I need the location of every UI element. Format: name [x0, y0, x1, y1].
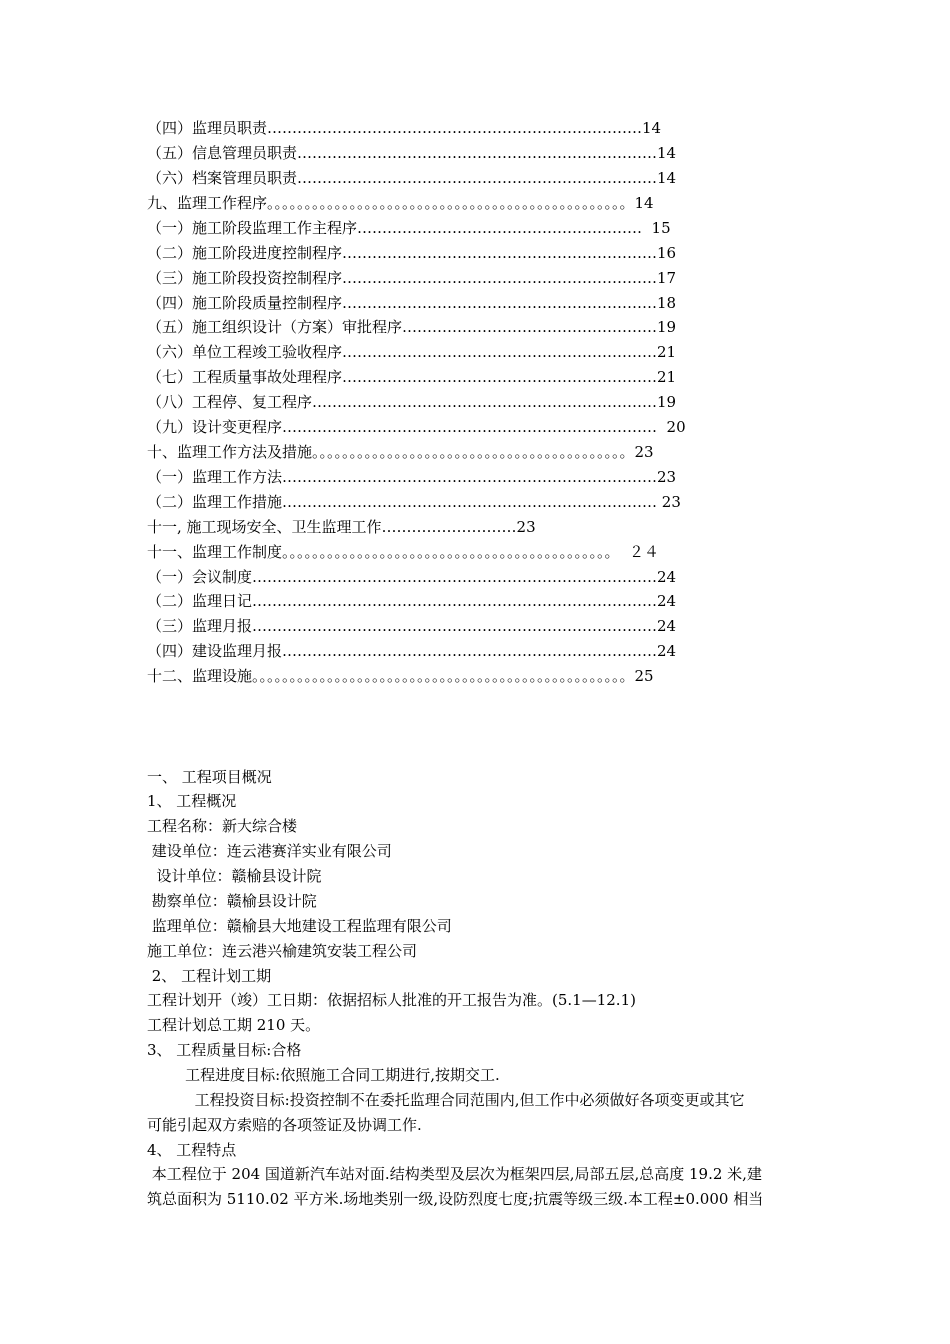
- subsection-heading: 3、 工程质量目标:合格: [147, 1041, 302, 1059]
- toc-entry[interactable]: 十、监理工作方法及措施。。。。。。。。。。。。。。。。。。。。。。。。。。。。。。。。。。。。。。。。。。23: [147, 443, 654, 461]
- body-line: 勘察单位：赣榆县设计院: [147, 892, 317, 910]
- body-line: 建设单位：连云港赛洋实业有限公司: [147, 842, 392, 860]
- body-line: 工程计划开（竣）工日期：依据招标人批准的开工报告为准。(5.1—12.1): [147, 991, 636, 1009]
- body-line: 工程计划总工期 210 天。: [147, 1016, 321, 1034]
- body-line: 工程投资目标:投资控制不在委托监理合同范围内,但工作中必须做好各项变更或其它: [147, 1091, 745, 1109]
- section-heading: 一、 工程项目概况: [147, 768, 272, 786]
- toc-entry[interactable]: （七）工程质量事故处理程序………………………………………………………21: [147, 368, 677, 386]
- toc-entry[interactable]: （四）施工阶段质量控制程序………………………………………………………18: [147, 294, 677, 312]
- subsection-heading: 2、 工程计划工期: [147, 967, 272, 985]
- toc-entry[interactable]: 十一, 施工现场安全、卫生监理工作………………………23: [147, 518, 536, 536]
- toc-entry[interactable]: （三）监理月报………………………………………………………………………24: [147, 617, 677, 635]
- body-line: 工程进度目标:依照施工合同工期进行,按期交工.: [147, 1066, 500, 1084]
- toc-entry[interactable]: 九、监理工作程序。。。。。。。。。。。。。。。。。。。。。。。。。。。。。。。。。。。。。。。。。。。。。。。。14: [147, 194, 654, 212]
- toc-entry[interactable]: （三）施工阶段投资控制程序………………………………………………………17: [147, 269, 677, 287]
- toc-entry[interactable]: （二）监理日记………………………………………………………………………24: [147, 592, 677, 610]
- toc-entry[interactable]: （四）建设监理月报…………………………………………………………………24: [147, 642, 677, 660]
- toc-entry[interactable]: （一）施工阶段监理工作主程序………………………………………………… 15: [147, 219, 671, 237]
- toc-entry[interactable]: （一）会议制度………………………………………………………………………24: [147, 568, 677, 586]
- toc-entry[interactable]: （五）信息管理员职责………………………………………………………………14: [147, 144, 677, 162]
- toc-entry[interactable]: （二）施工阶段进度控制程序………………………………………………………16: [147, 244, 677, 262]
- toc-entry[interactable]: （一）监理工作方法…………………………………………………………………23: [147, 468, 677, 486]
- body-line: 本工程位于 204 国道新汽车站对面.结构类型及层次为框架四层,局部五层,总高度 19.2 米,建: [147, 1165, 762, 1183]
- body-line: 设计单位：赣榆县设计院: [147, 867, 322, 885]
- body-line: 工程名称：新大综合楼: [147, 817, 298, 835]
- toc-entry[interactable]: （九）设计变更程序………………………………………………………………… 20: [147, 418, 686, 436]
- body-line: 可能引起双方索赔的各项签证及协调工作.: [147, 1116, 422, 1134]
- toc-entry[interactable]: 十一、监理工作制度。。。。。。。。。。。。。。。。。。。。。。。。。。。。。。。。。。。。。。。。。。。。 ２４: [147, 543, 660, 561]
- subsection-heading: 4、 工程特点: [147, 1141, 237, 1159]
- toc-entry[interactable]: （二）监理工作措施………………………………………………………………… 23: [147, 493, 681, 511]
- body-line: 监理单位：赣榆县大地建设工程监理有限公司: [147, 917, 452, 935]
- toc-entry[interactable]: （八）工程停、复工程序……………………………………………………………19: [147, 393, 677, 411]
- toc-entry[interactable]: （四）监理员职责…………………………………………………………………14: [147, 119, 662, 137]
- body-line: 筑总面积为 5110.02 平方米.场地类别一级,设防烈度七度;抗震等级三级.本工程±0.000 相当: [147, 1190, 764, 1208]
- toc-entry[interactable]: （五）施工组织设计（方案）审批程序……………………………………………19: [147, 318, 677, 336]
- subsection-heading: 1、 工程概况: [147, 792, 237, 810]
- toc-entry[interactable]: （六）档案管理员职责………………………………………………………………14: [147, 169, 677, 187]
- toc-entry[interactable]: （六）单位工程竣工验收程序………………………………………………………21: [147, 343, 677, 361]
- toc-entry[interactable]: 十二、监理设施。。。。。。。。。。。。。。。。。。。。。。。。。。。。。。。。。。。。。。。。。。。。。。。。。。25: [147, 667, 654, 685]
- body-line: 施工单位：连云港兴榆建筑安装工程公司: [147, 942, 418, 960]
